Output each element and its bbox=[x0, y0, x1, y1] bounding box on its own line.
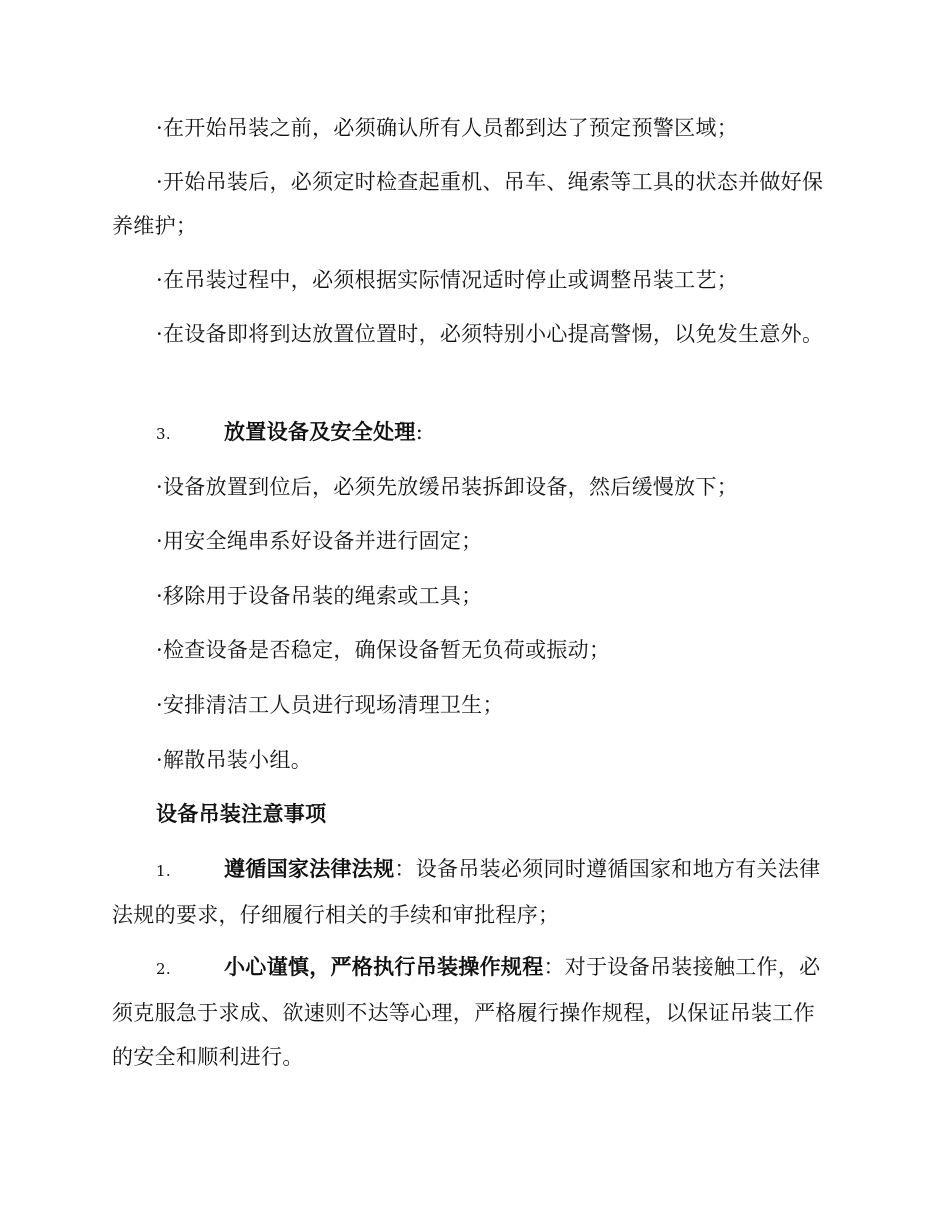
note-title: 遵循国家法律法规 bbox=[224, 856, 395, 881]
bullet-item: ·在吊装过程中，必须根据实际情况适时停止或调整吊装工艺； bbox=[156, 268, 739, 292]
note-title: 小心谨慎，严格执行吊装操作规程 bbox=[224, 954, 544, 979]
note-number: 2. bbox=[156, 960, 171, 978]
bullet-item: ·在设备即将到达放置位置时，必须特别小心提高警惕，以免发生意外。 bbox=[156, 322, 824, 346]
bullet-item: ·用安全绳串系好设备并进行固定； bbox=[156, 529, 483, 553]
section-heading: 设备吊装注意事项 bbox=[156, 801, 327, 826]
note-text: ：对于设备吊装接触工作，必须克服急于求成、欲速则不达等心理，严格履行操作规程，以保证吊装工作的安全和顺利进行。 bbox=[112, 955, 821, 1069]
note-text: ：设备吊装必须同时遵循国家和地方有关法律法规的要求，仔细履行相关的手续和审批程序； bbox=[112, 857, 821, 927]
note-item bbox=[112, 945, 834, 1079]
bullet-item: ·安排清洁工人员进行现场清理卫生； bbox=[156, 693, 504, 717]
step-heading bbox=[112, 410, 834, 456]
bullet-item: ·解散吊装小组。 bbox=[156, 748, 313, 772]
bullet-item: ·开始吊装后，必须定时检查起重机、吊车、绳索等工具的状态并做好保养维护； bbox=[112, 170, 824, 238]
step-title: 放置设备及安全处理 bbox=[224, 419, 416, 444]
bullet-item: ·设备放置到位后，必须先放缓吊装拆卸设备，然后缓慢放下； bbox=[156, 475, 739, 499]
step-colon: : bbox=[415, 420, 424, 444]
step-number: 3. bbox=[156, 425, 171, 443]
note-number: 1. bbox=[156, 862, 171, 880]
note-item bbox=[112, 847, 834, 937]
bullet-item: ·移除用于设备吊装的绳索或工具； bbox=[156, 584, 483, 608]
bullet-item: ·在开始吊装之前，必须确认所有人员都到达了预定预警区域； bbox=[156, 116, 739, 140]
bullet-item: ·检查设备是否稳定，确保设备暂无负荷或振动； bbox=[156, 638, 611, 662]
